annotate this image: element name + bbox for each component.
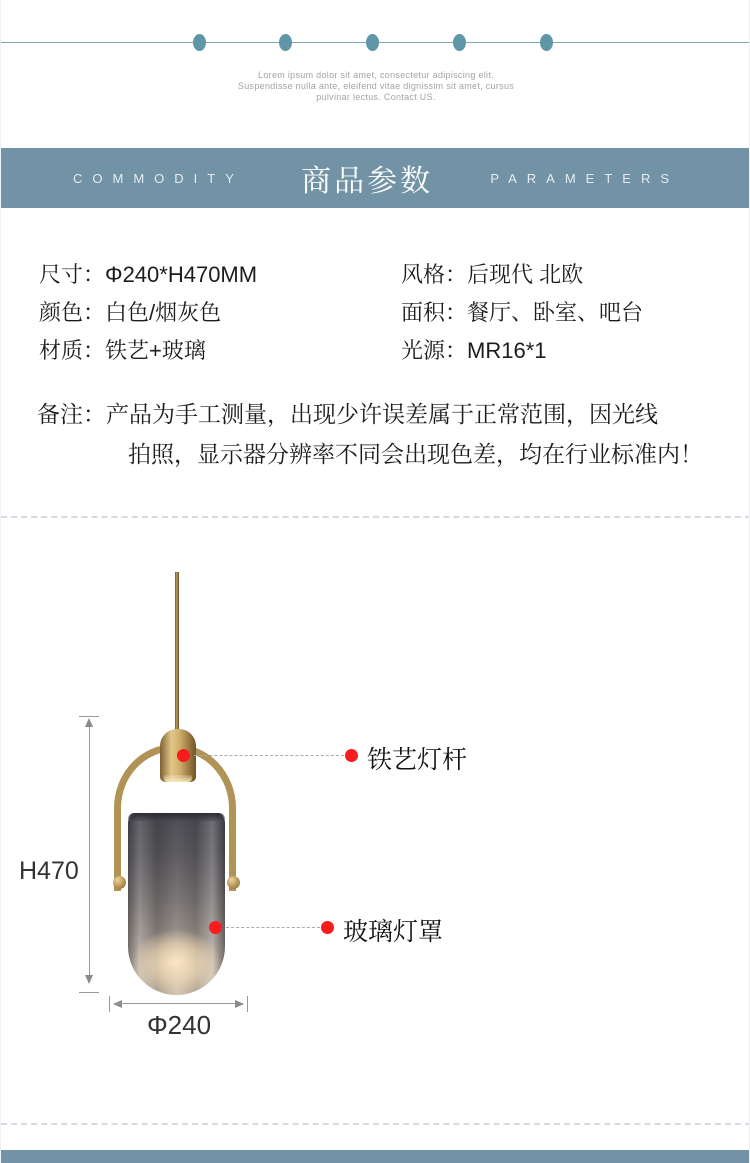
spec-value: 铁艺+玻璃 [105,338,206,363]
dim-tick [247,996,248,1012]
dim-tick [109,996,110,1012]
section-header-band [1,148,750,208]
remark-block [37,394,703,474]
decor-dot [540,34,553,51]
spec-row-area [401,294,643,332]
lorem-line: Lorem ipsum dolor sit amet, consectetur adipiscing elit. [258,70,494,80]
decor-dot [279,34,292,51]
arch-knob-right [227,876,240,889]
lorem-line: pulvinar lectus. Contact US. [316,92,436,102]
callout-marker-dot [209,921,222,934]
dim-arrow-right [235,1000,244,1008]
remark-text [106,394,703,474]
lorem-line: Suspendisse nulla ante, eleifend vitae dignissim sit amet, cursus [237,81,515,91]
callout-label-iron-pole: 铁艺灯杆 [367,746,468,774]
lorem-text [1,70,750,103]
width-dimension-label: Φ240 [146,1010,212,1040]
spec-column-right [401,256,643,370]
decor-dot [366,34,379,51]
height-dimension-label: H470 [19,857,79,885]
spec-label: 面积： [401,300,468,325]
header-right-text: PARAMETERS [490,170,679,186]
socket-glow [164,775,192,782]
decor-dot [453,34,466,51]
footer-band [1,1150,750,1163]
dim-arrow-up [85,718,93,727]
spec-label: 颜色： [39,300,106,325]
dashed-divider [1,1123,750,1125]
lamp-hanging-rod [175,572,179,732]
spec-column-left [39,256,257,370]
spec-row-material [39,332,257,370]
spec-row-style [401,256,643,294]
spec-row-color [39,294,257,332]
header-left-text: COMMODITY [73,170,244,186]
dim-tick [79,716,99,717]
spec-value: 白色/烟灰色 [105,300,222,325]
remark-line: 拍照，显示器分辨率不同会出现色差，均在行业标准内！ [128,441,703,467]
callout-dashed-line [226,927,320,928]
dashed-divider [1,516,750,518]
arch-knob-left [113,876,126,889]
spec-value: Φ240*H470MM [105,262,258,287]
dim-height-line [89,727,90,975]
dim-arrow-left [113,1000,122,1008]
callout-marker-dot [345,749,358,762]
spec-label: 风格： [401,262,468,287]
spec-value: 后现代 北欧 [467,262,584,287]
spec-label: 尺寸： [39,262,106,287]
callout-dashed-line [194,755,344,756]
spec-value: MR16*1 [467,338,547,363]
callout-marker-dot [177,749,190,762]
dim-width-line [114,1003,243,1004]
decor-dot [193,34,206,51]
remark-line: 产品为手工测量，出现少许误差属于正常范围，因光线 [106,401,658,427]
callout-marker-dot [321,921,334,934]
spec-row-lightsource [401,332,643,370]
spec-row-size [39,256,257,294]
section-title: 商品参数 [301,165,434,198]
dim-tick [79,992,99,993]
spec-value: 餐厅、卧室、吧台 [467,300,644,325]
spec-label: 材质： [39,338,106,363]
spec-label: 光源： [401,338,468,363]
dim-arrow-down [85,975,93,984]
remark-label: 备注： [37,401,106,427]
callout-label-glass-shade: 玻璃灯罩 [343,918,444,946]
